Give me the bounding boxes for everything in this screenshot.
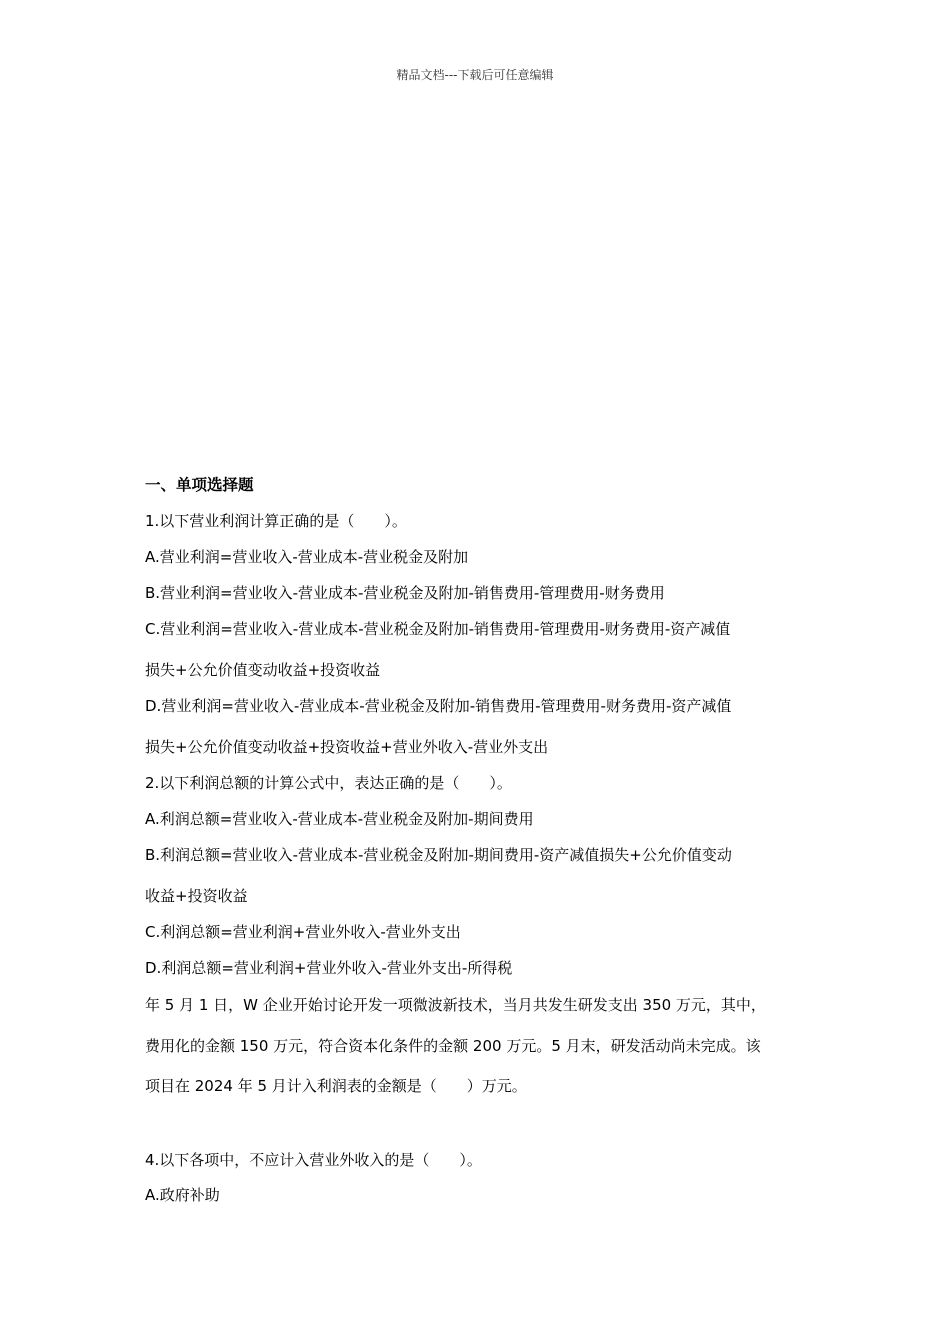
question-1-option-c: C.营业利润=营业收入-营业成本-营业税金及附加-销售费用-管理费用-财务费用-资产减值 bbox=[145, 620, 731, 638]
question-1-option-d: D.营业利润=营业收入-营业成本-营业税金及附加-销售费用-管理费用-财务费用-资产减值 bbox=[145, 697, 732, 715]
question-2-option-b-cont: 收益+投资收益 bbox=[145, 887, 248, 905]
page-header: 精品文档---下载后可任意编辑 bbox=[396, 68, 554, 82]
section-title: 一、单项选择题 bbox=[145, 476, 254, 494]
question-3-line-3: 项目在 2024 年 5 月计入利润表的金额是（ ）万元。 bbox=[145, 1077, 527, 1095]
question-3-line-2: 费用化的金额 150 万元，符合资本化条件的金额 200 万元。5 月末，研发活动尚未完成。该 bbox=[145, 1037, 761, 1055]
question-1-option-a: A.营业利润=营业收入-营业成本-营业税金及附加 bbox=[145, 548, 469, 566]
question-2: 2.以下利润总额的计算公式中，表达正确的是（ ）。 bbox=[145, 774, 512, 792]
question-1-option-d-cont: 损失+公允价值变动收益+投资收益+营业外收入-营业外支出 bbox=[145, 738, 549, 756]
question-1-option-c-cont: 损失+公允价值变动收益+投资收益 bbox=[145, 661, 381, 679]
question-2-option-d: D.利润总额=营业利润+营业外收入-营业外支出-所得税 bbox=[145, 959, 513, 977]
question-2-option-c: C.利润总额=营业利润+营业外收入-营业外支出 bbox=[145, 923, 461, 941]
question-2-option-b: B.利润总额=营业收入-营业成本-营业税金及附加-期间费用-资产减值损失+公允价值变动 bbox=[145, 846, 732, 864]
question-1-option-b: B.营业利润=营业收入-营业成本-营业税金及附加-销售费用-管理费用-财务费用 bbox=[145, 584, 665, 602]
question-2-option-a: A.利润总额=营业收入-营业成本-营业税金及附加-期间费用 bbox=[145, 810, 534, 828]
question-4-option-a: A.政府补助 bbox=[145, 1186, 220, 1204]
question-1: 1.以下营业利润计算正确的是（ ）。 bbox=[145, 512, 407, 530]
question-4: 4.以下各项中，不应计入营业外收入的是（ ）。 bbox=[145, 1151, 482, 1169]
question-3-line-1: 年 5 月 1 日，W 企业开始讨论开发一项微波新技术，当月共发生研发支出 350 万元，其中， bbox=[145, 996, 766, 1014]
